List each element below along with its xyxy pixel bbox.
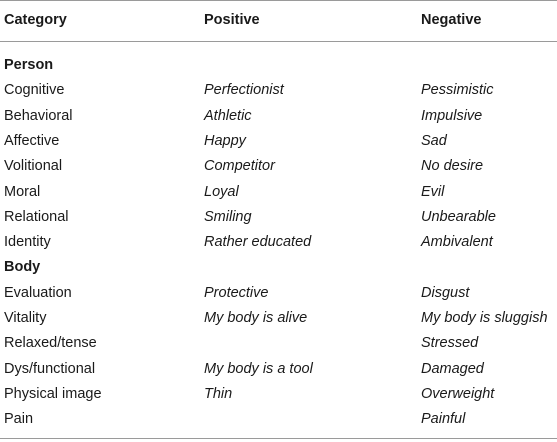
table-row — [0, 78, 557, 103]
header-category: Category — [4, 12, 67, 28]
table-row — [0, 382, 557, 407]
negative-cell: Damaged — [421, 360, 484, 377]
top-rule — [0, 0, 557, 1]
negative-cell: My body is sluggish — [421, 310, 548, 326]
positive-cell: My body is a tool — [204, 360, 313, 377]
negative-cell: Pessimistic — [421, 82, 494, 99]
positive-cell: Competitor — [204, 158, 275, 175]
positive-cell: Smiling — [204, 208, 252, 225]
negative-cell: Impulsive — [421, 107, 483, 124]
negative-cell: Unbearable — [421, 208, 496, 225]
table-row — [0, 205, 557, 230]
table-row — [0, 129, 557, 154]
category-cell: Pain — [4, 411, 34, 428]
positive-cell: Thin — [204, 385, 233, 402]
category-cell: Relaxed/tense — [4, 335, 97, 352]
category-cell: Moral — [4, 183, 41, 200]
table-row — [0, 407, 557, 432]
section-title: Person — [4, 57, 54, 73]
negative-cell: Evil — [421, 183, 445, 200]
negative-cell: Disgust — [421, 284, 470, 301]
section-title: Body — [4, 259, 41, 276]
table-row — [0, 331, 557, 356]
category-cell: Evaluation — [4, 284, 72, 301]
positive-cell: Athletic — [204, 107, 252, 124]
positive-cell: Perfectionist — [204, 82, 284, 99]
header-positive: Positive — [204, 12, 260, 28]
negative-cell: Sad — [421, 132, 447, 149]
header-rule — [0, 41, 557, 42]
negative-cell: Stressed — [421, 335, 479, 352]
category-cell: Physical image — [4, 385, 102, 402]
category-cell: Cognitive — [4, 82, 65, 99]
positive-cell: Protective — [204, 284, 269, 301]
category-cell: Affective — [4, 132, 60, 149]
table-row — [0, 281, 557, 306]
table-row — [0, 104, 557, 129]
negative-cell: Painful — [421, 411, 466, 428]
section-row — [0, 53, 557, 78]
category-cell: Dys/functional — [4, 360, 96, 377]
category-cell: Identity — [4, 234, 51, 251]
positive-cell: Loyal — [204, 183, 239, 200]
table-row — [0, 306, 557, 331]
bottom-rule — [0, 438, 557, 439]
category-cell: Behavioral — [4, 107, 73, 124]
category-cell: Volitional — [4, 158, 63, 175]
table-row — [0, 357, 557, 382]
category-cell: Relational — [4, 208, 69, 225]
table-row — [0, 154, 557, 179]
negative-cell: Ambivalent — [421, 234, 493, 251]
table-row — [0, 180, 557, 205]
positive-cell: Rather educated — [204, 234, 312, 251]
negative-cell: Overweight — [421, 385, 495, 402]
category-cell: Vitality — [4, 310, 47, 326]
section-row — [0, 255, 557, 280]
header-row — [0, 8, 557, 33]
positive-cell: Happy — [204, 132, 246, 149]
negative-cell: No desire — [421, 158, 484, 175]
header-negative: Negative — [421, 12, 482, 28]
positive-cell: My body is alive — [204, 310, 308, 326]
table-row — [0, 230, 557, 255]
